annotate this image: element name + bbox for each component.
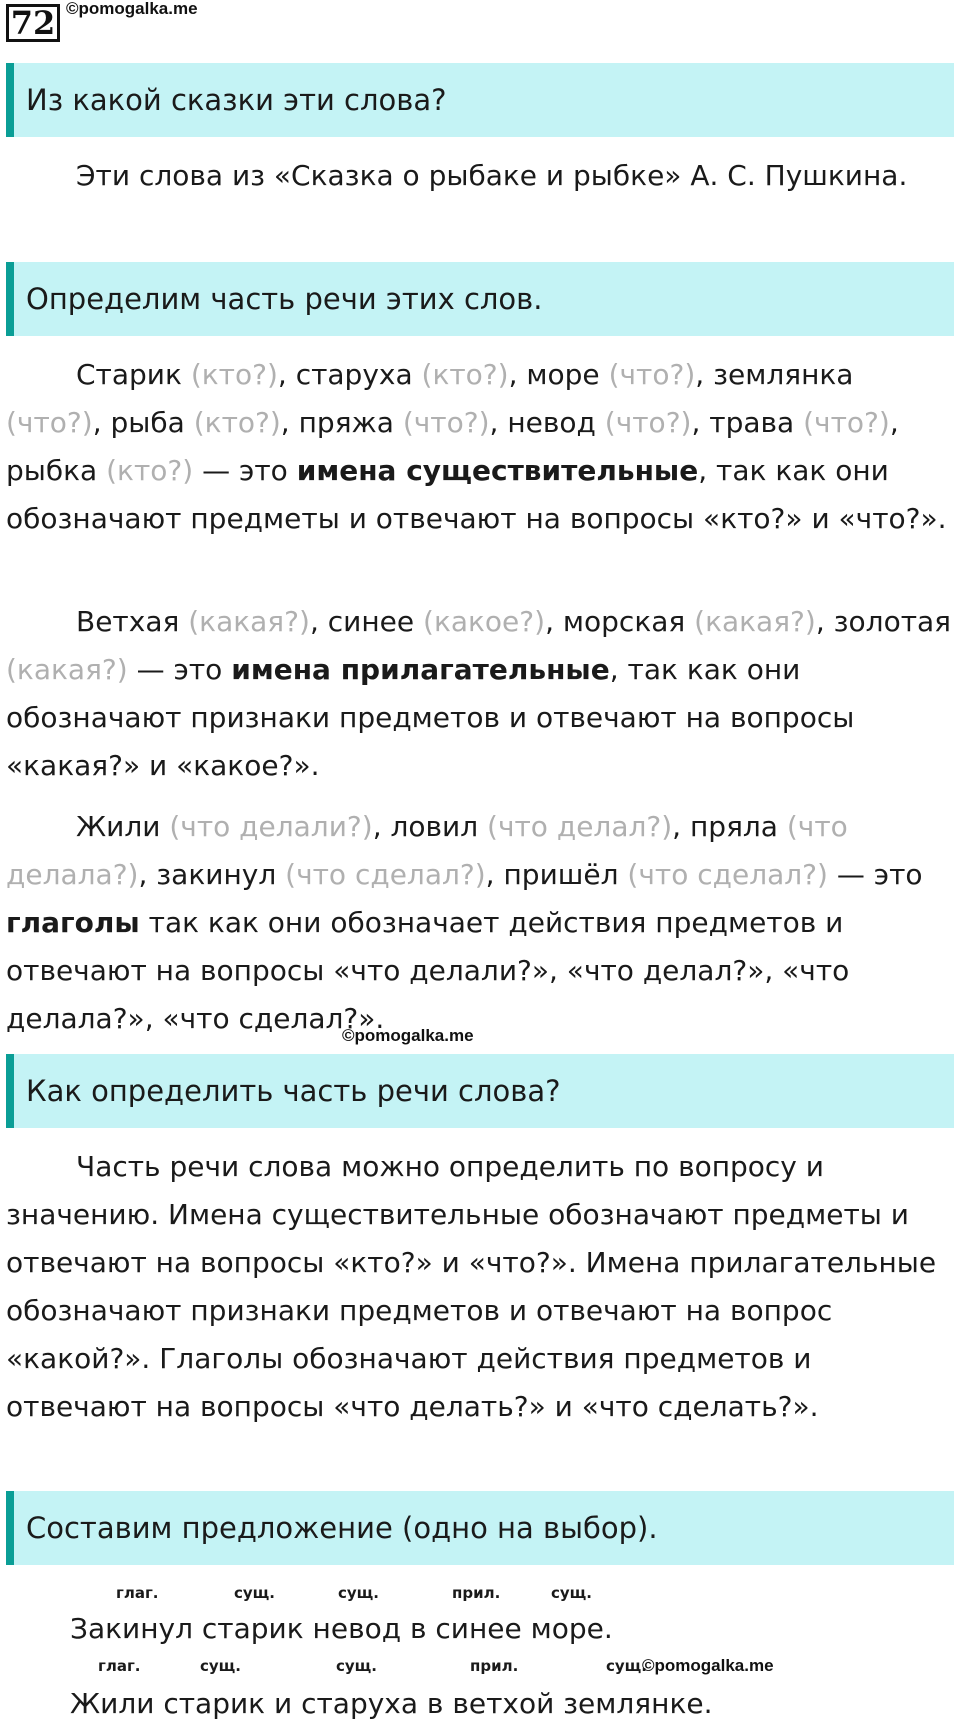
exercise-number: 72 [6,4,60,42]
nouns-paragraph: Старик (кто?), старуха (кто?), море (что?), землянка (что?), рыба (кто?), пряжа (что?), невод (что?), трава (что?), рыбка (кто?) — это имена существительные, так как они обозначают предметы и отвечают на вопросы «кто?» и «что?». [6,358,947,535]
example-sentence: Жили старик и старуха в ветхой землянке. [70,1687,713,1720]
question-text: Как определить часть речи слова? [26,1074,561,1108]
part-of-speech-label: сущ. [606,1657,647,1675]
question-header [6,63,954,137]
adjectives-paragraph: Ветхая (какая?), синее (какое?), морская (какая?), золотая (какая?) — это имена прилагательные, так как они обозначают признаки предметов и отвечают на вопросы «какая?» и «какое?». [6,605,952,782]
part-of-speech-label: прил. [470,1657,519,1675]
question-header [6,262,954,336]
part-of-speech-label: глаг. [116,1584,159,1602]
answer-paragraph: Эти слова из «Сказка о рыбаке и рыбке» А. С. Пушкина. [76,159,908,192]
question-text: Из какой сказки эти слова? [26,83,447,117]
verbs-paragraph: Жили (что делали?), ловил (что делал?), пряла (что делала?), закинул (что сделал?), пришёл (что сделал?) — это глаголы так как они обозначает действия предметов и отвечают на вопросы «что делали?», «что делал?», «что делала?», «что сделал?». [6,810,923,1035]
part-of-speech-label: глаг. [98,1657,141,1675]
question-header [6,1054,954,1128]
watermark: ©pomogalka.me [642,1656,774,1675]
part-of-speech-label: сущ. [234,1584,275,1602]
question-text: Определим часть речи этих слов. [26,282,543,316]
question-text: Составим предложение (одно на выбор). [26,1511,658,1545]
example-sentence: Закинул старик невод в синее море. [70,1612,613,1645]
part-of-speech-label: сущ. [551,1584,592,1602]
part-of-speech-label: сущ. [200,1657,241,1675]
part-of-speech-label: сущ. [336,1657,377,1675]
watermark: ©pomogalka.me [66,0,198,18]
watermark: ©pomogalka.me [342,1026,474,1045]
part-of-speech-label: сущ. [338,1584,379,1602]
part-of-speech-label: прил. [452,1584,501,1602]
answer-paragraph: Часть речи слова можно определить по вопросу и значению. Имена существительные обозначают предметы и отвечают на вопросы «кто?» и «что?». Имена прилагательные обозначают признаки предметов и отвечают на вопрос «какой?». Глаголы обозначают действия предметов и отвечают на вопросы «что делать?» и «что сделать?». [6,1150,937,1423]
question-header [6,1491,954,1565]
